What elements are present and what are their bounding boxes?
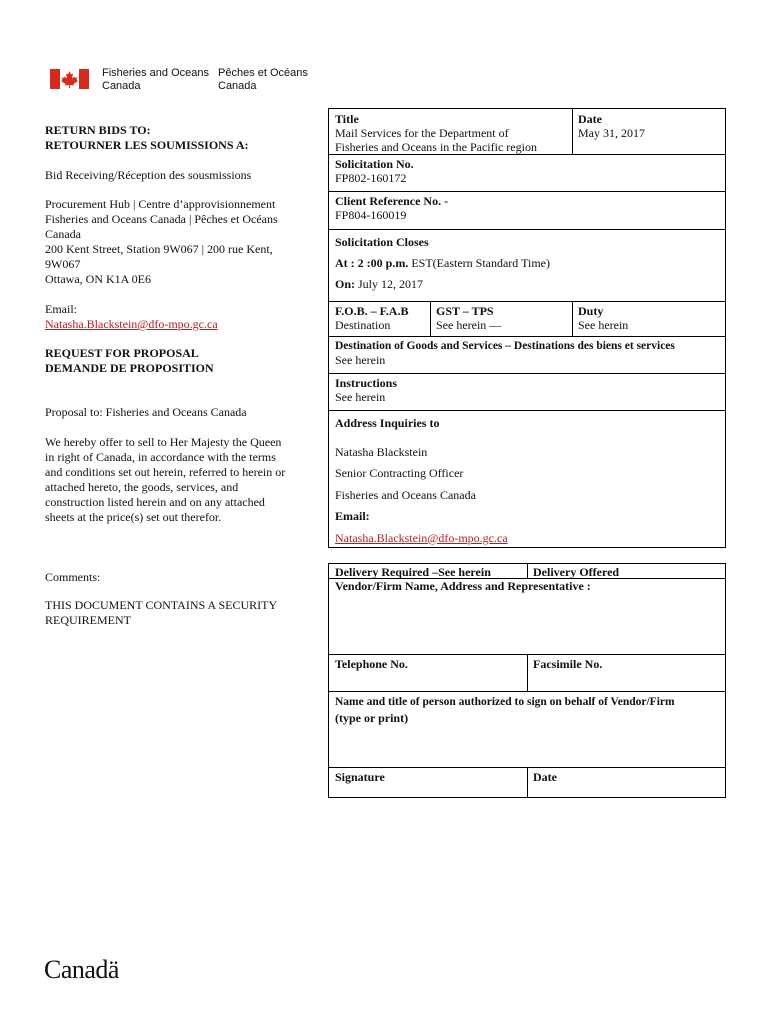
email-link[interactable]: Natasha.Blackstein@dfo-mpo.gc.ca [45, 317, 218, 331]
email-label: Email: [45, 302, 77, 316]
address-line: 200 Kent Street, Station 9W067 | 200 rue Kent, [45, 242, 273, 256]
agency-header [50, 64, 320, 94]
return-bids-heading: RETURN BIDS TO: RETOURNER LES SOUMISSIONS A: [45, 123, 249, 152]
telephone-field[interactable]: Telephone No. [335, 657, 408, 671]
title-cell: Title Mail Services for the Department of Fisheries and Oceans in the Pacific region [335, 112, 537, 154]
duty-cell: Duty See herein [578, 304, 629, 332]
gst-cell: GST – TPS See herein — [436, 304, 502, 332]
agency-name-fr: Pêches et Océans Canada [218, 67, 308, 92]
solicitation-cell: Solicitation No. FP802-160172 [335, 157, 414, 185]
canada-flag-icon [50, 69, 89, 89]
address-line: Canada [45, 227, 81, 241]
comments-label: Comments: [45, 570, 101, 584]
offer-statement: We hereby offer to sell to Her Majesty the Queen in right of Canada, in accordance with the terms and conditions set out herein, referred to herein or attached hereto, the goods, services, and construction listed herein and on any attached sheets at the price(s) set out therefor. [45, 435, 286, 524]
delivery-required-cell: Delivery Required –See herein [335, 565, 491, 579]
rfp-heading: REQUEST FOR PROPOSAL DEMANDE DE PROPOSITION [45, 346, 214, 375]
solicitation-closes-cell: Solicitation Closes At : 2 :00 p.m. EST(Eastern Standard Time) On: July 12, 2017 [335, 235, 550, 291]
return-address [45, 197, 307, 287]
signature-field[interactable]: Signature [335, 770, 385, 784]
canada-wordmark: Canadä [44, 955, 119, 984]
return-email [45, 302, 307, 332]
security-requirement: THIS DOCUMENT CONTAINS A SECURITY REQUIREMENT [45, 598, 278, 627]
instructions-cell: Instructions See herein [335, 376, 398, 404]
inquiries-cell: Address Inquiries to Natasha Blackstein Senior Contracting Officer Fisheries and Oceans Canada Email: Natasha.Blackstein@dfo-mpo.gc.ca [329, 410, 725, 552]
client-reference-cell: Client Reference No. - FP804-160019 [335, 194, 449, 222]
address-line: Fisheries and Oceans Canada | Pêches et Océans [45, 212, 278, 226]
bid-receiving: Bid Receiving/Réception des sousmissions [45, 168, 252, 182]
agency-name-en: Fisheries and Oceans Canada [102, 67, 209, 92]
vendor-name-field[interactable]: Vendor/Firm Name, Address and Representative : [335, 579, 591, 593]
address-line: 9W067 [45, 257, 81, 271]
fob-cell: F.O.B. – F.A.B Destination [335, 304, 409, 332]
address-line: Procurement Hub | Centre d’approvisionnement [45, 197, 276, 211]
signature-date-field[interactable]: Date [533, 770, 557, 784]
authorized-person-field[interactable]: Name and title of person authorized to sign on behalf of Vendor/Firm (type or print) [335, 696, 675, 725]
solicitation-form [328, 108, 726, 548]
date-cell: Date May 31, 2017 [578, 112, 645, 140]
inquiries-email-link[interactable]: Natasha.Blackstein@dfo-mpo.gc.ca [335, 530, 508, 545]
facsimile-field[interactable]: Facsimile No. [533, 657, 603, 671]
address-line: Ottawa, ON K1A 0E6 [45, 272, 151, 286]
delivery-offered-cell: Delivery Offered [533, 565, 620, 579]
destination-cell: Destination of Goods and Services – Destinations des biens et services See herein [335, 340, 675, 367]
vendor-form [328, 563, 726, 798]
proposal-to: Proposal to: Fisheries and Oceans Canada [45, 405, 247, 419]
